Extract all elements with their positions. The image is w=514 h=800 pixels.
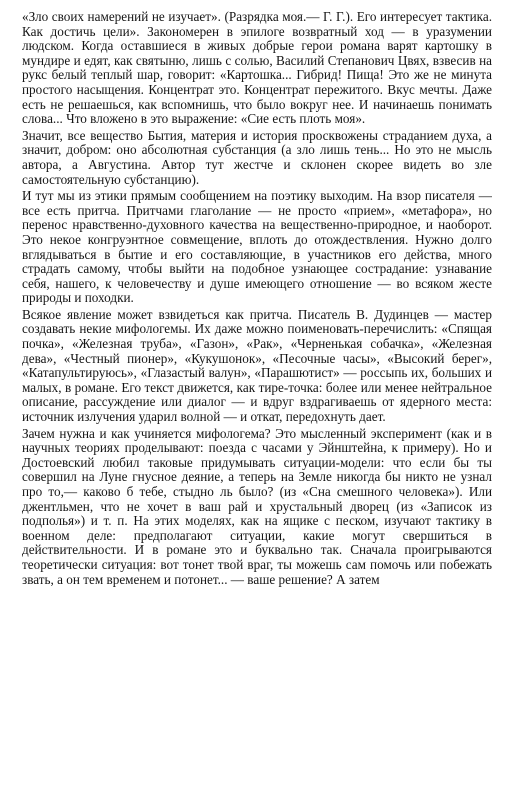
paragraph-3: И тут мы из этики прямым сообщением на поэтику выходим. На взор писателя — все есть притча. Притчами глаголание — не просто «прием», «метафора», но перенос нравственно-духовного качества на вещественно-природное, и наоборот. Это некое конгруэнтное совмещение, вплоть до отождествления. Нужно долго вглядываться в бытие и его составляющие, в участников его действа, много страдать самому, чтобы выйти на подобное узнающее сострадание: узнавание себя, нашего, к человечеству и душе имеющего отношение — во всяком жесте природы и походки. xyxy=(22,188,492,306)
paragraph-5: Зачем нужна и как учиняется мифологема? Это мысленный эксперимент (как и в научных теориях проделывают: поезда с часами у Эйнштейна, к примеру). Но и Достоевский любил таковые придумывать ситуации-модели: что если бы ты совершил на Луне гнусное деяние, а теперь на Земле никогда бы никто не узнал про то,— каково б тебе, стыдно ль было? (из «Сна смешного человека»). Или джентльмен, что не хочет в ваш рай и хрустальный дворец (из «Записок из подполья») и т. п. На этих моделях, как на ящике с песком, изучают тактику в военном деле: предполагают ситуации, какие могут свершиться в действительности. И в романе это и буквально так. Сначала проигрываются теоретически ситуация: вот тонет твой враг, ты можешь сам помочь или побежать звать, а он тем временем и потонет... — ваше решение? А затем xyxy=(22,425,492,587)
paragraph-1: «Зло своих намерений не изучает». (Разрядка моя.— Г. Г.). Его интересует тактика. Как достичь цели». Закономерен в эпилоге возвратный ход — в уразумении людском. Когда оставшиеся в живых добрые герои романа варят картошку в мундире и едят, как святыню, лишь с солью, Василий Степанович Цвях, взвесив на рукс белый теплый шар, говорит: «Картошка... Гибрид! Пища! Это же не минута простого насыщения. Концентрат это. Концентрат пережитого. Вкус мечты. Даже есть не решаешься, как вспомнишь, что было вокруг нее. И начинаешь понимать слова... Что вложено в это выражение: «Сие есть плоть моя». xyxy=(22,10,492,127)
book-page xyxy=(22,10,492,790)
paragraph-2: Значит, все вещество Бытия, материя и история просквожены страданием духа, а значит, добром: оно абсолютная субстанция (а зло лишь тень... Но это не мысль автора, а Августина. Автор тут жестче и склонен скорее видеть во зле самостоятельную субстанцию). xyxy=(22,127,492,187)
paragraph-4: Всякое явление может взвидеться как притча. Писатель В. Дудинцев — мастер создавать некие мифологемы. Их даже можно поименовать-перечислить: «Спящая почка», «Железная труба», «Газон», «Рак», «Черненькая собачка», «Железная дева», «Честный пионер», «Кукушонок», «Песочные часы», «Высокий берег», «Катапультируюсь», «Глазастый валун», «Парашютист» — россыпь их, больших и малых, в романе. Его текст движется, как тире-точка: более или менее нейтральное описание, рассуждение или диалог — и вдруг вздрагиваешь от ядерного места: источник излучения ударил волной — и откат, передохнуть дает. xyxy=(22,306,492,425)
